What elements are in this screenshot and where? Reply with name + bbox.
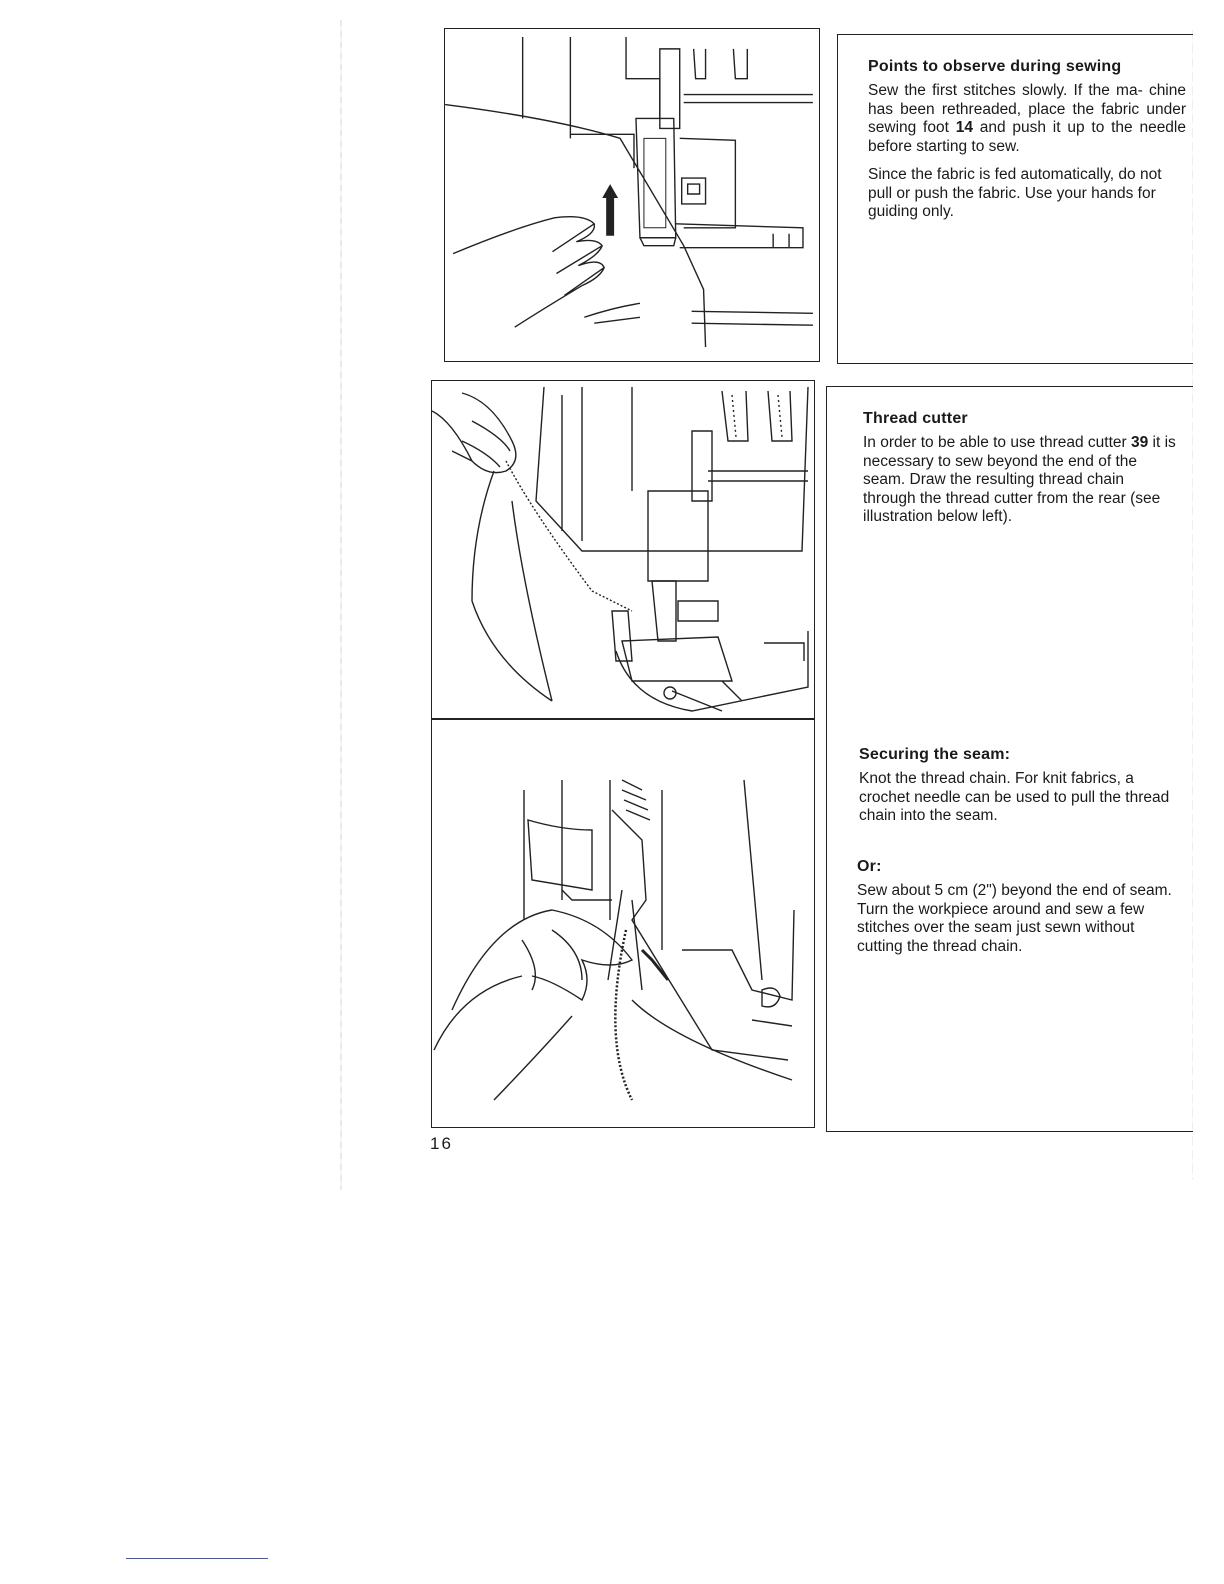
section-paragraph [868,82,1186,156]
illustration-frame-thread-cutter [431,380,815,1128]
section-thread-cutter [863,410,1178,537]
securing-seam-illustration [432,720,814,1126]
section-paragraph: Knot the thread chain. For knit fabrics, a crochet needle can be used to pull the thread chain into the seam. [859,770,1170,824]
section-paragraph: Since the fabric is fed automatically, do not pull or push the fabric. Use your hands for guiding only. [868,166,1162,220]
part-number: 39 [1130,434,1149,451]
illustration-frame-sewing-start [444,28,820,362]
section-points-to-observe [868,58,1186,232]
section-title: Thread cutter [863,410,968,427]
footnote-rule [126,1558,268,1559]
thread-cutter-illustration [432,381,814,719]
section-securing-seam [859,746,1177,836]
scan-edge [340,20,342,1190]
page-number: 16 [430,1134,453,1153]
section-title: Or: [857,858,882,875]
sewing-start-illustration [445,29,819,361]
section-paragraph: Sew about 5 cm (2") beyond the end of seam. Turn the workpiece around and sew a few stitches over the seam just sewn without cutting the thread chain. [857,882,1172,955]
part-number: 14 [955,119,973,136]
section-or [857,858,1175,966]
paragraph-text: In order to be able to use thread cutter [863,434,1131,451]
paragraph-text: it is necessary to sew beyond the end of the seam. Draw the resulting thread chain through the thread cutter from the rear (see illustration below left). [863,434,1176,525]
section-title: Securing the seam: [859,746,1011,763]
paragraph-text: Sew the first stitches slowly. If the ma- chine has been rethreaded, place the fabric under sewing foot [868,82,1186,136]
section-title: Points to observe during sewing [868,58,1122,75]
section-paragraph [863,434,1178,527]
paragraph-text: and push it up to the needle before starting to sew. [868,119,1186,155]
